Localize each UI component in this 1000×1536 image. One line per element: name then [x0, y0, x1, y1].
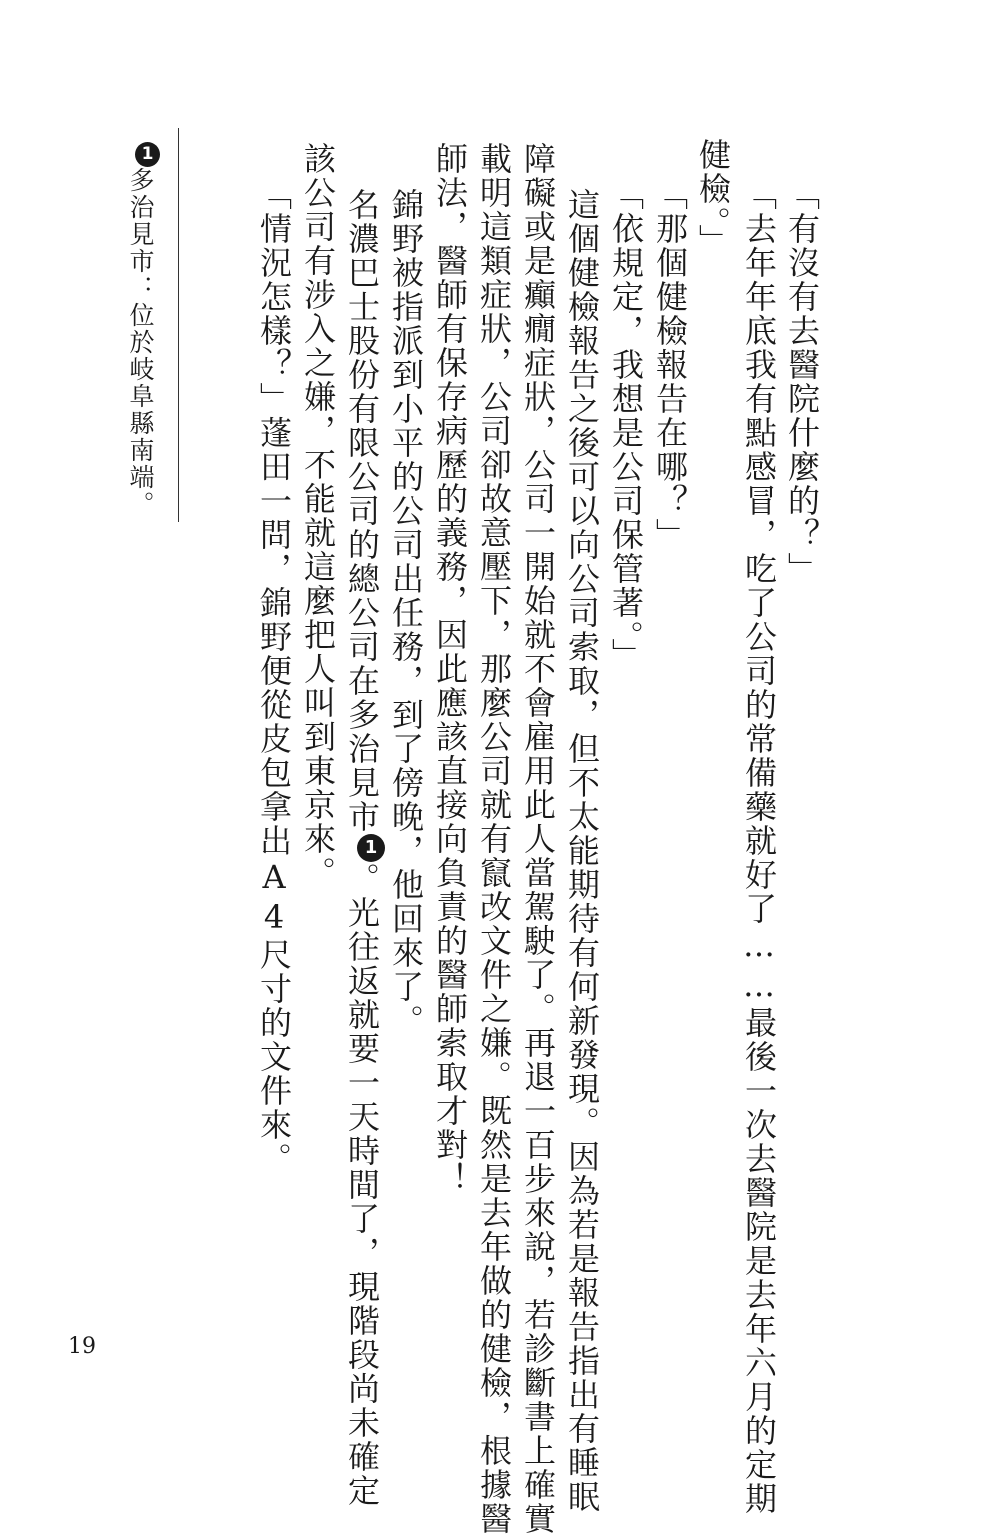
footnote-marker: 1 — [135, 142, 160, 167]
text-column-5: 「依規定，我想是公司保管著。」 — [607, 178, 645, 672]
text-column-11-text: 名濃巴士股份有限公司的總公司在多治見市 — [343, 188, 381, 834]
footnote-text: 多治見市：位於岐阜縣南端。 — [126, 167, 155, 518]
text-column-4: 「那個健檢報告在哪？」 — [651, 178, 689, 552]
text-column-11-tail: 。光往返就要一天時間了，現階段尚未確定 — [343, 862, 381, 1508]
text-column-10: 錦野被指派到小平的公司出任務，到了傍晚，他回來了。 — [387, 188, 425, 1038]
text-column-11 — [343, 188, 385, 1508]
page-number: 19 — [68, 1334, 96, 1359]
text-column-7: 障礙或是癲癇症狀，公司一開始就不會雇用此人當駕駛了。再退一百步來說，若診斷書上確實 — [519, 142, 557, 1536]
text-column-8: 載明這類症狀，公司卻故意壓下，那麼公司就有竄改文件之嫌。既然是去年做的健檢，根據醫 — [475, 142, 513, 1536]
text-column-12: 該公司有涉入之嫌，不能就這麼把人叫到東京來。 — [299, 142, 337, 890]
text-column-6: 這個健檢報告之後可以向公司索取，但不太能期待有何新發現。因為若是報告指出有睡眠 — [563, 188, 601, 1514]
footnote — [128, 142, 160, 518]
text-column-2: 「去年年底我有點感冒，吃了公司的常備藥就好了……最後一次去醫院是去年六月的定期 — [740, 178, 778, 1516]
footnote-separator — [178, 128, 179, 522]
text-column-1: 「有沒有去醫院什麼的？」 — [783, 178, 821, 586]
text-column-3: 健檢。」 — [694, 138, 732, 258]
text-column-9: 師法，醫師有保存病歷的義務，因此應該直接向負責的醫師索取才對！ — [431, 142, 469, 1196]
text-column-13: 「情況怎樣？」蓬田一問，錦野便從皮包拿出A4尺寸的文件來。 — [255, 178, 293, 1176]
footnote-ref-marker: 1 — [357, 834, 385, 862]
